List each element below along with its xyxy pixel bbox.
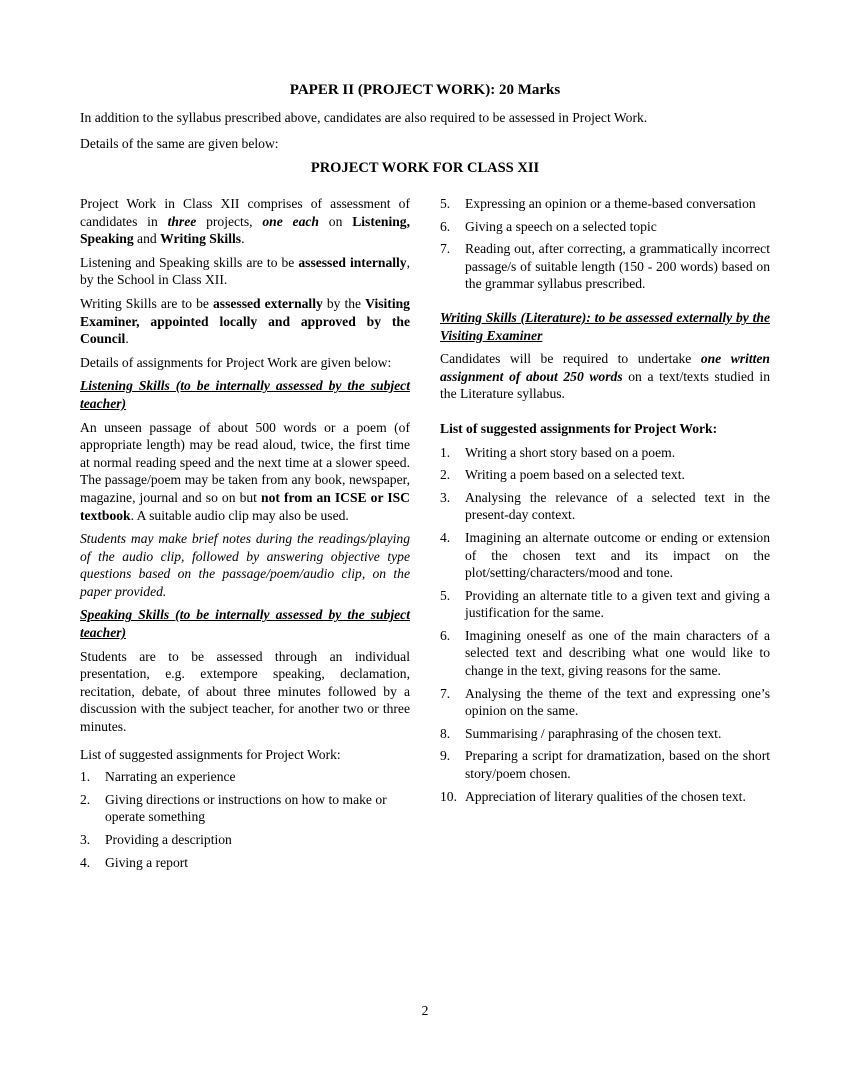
writing-assignments-list (440, 444, 770, 806)
list-item: 3. Analysing the relevance of a selected text in the present-day context. (440, 489, 770, 523)
list-item: 8. Summarising / paraphrasing of the chosen text. (440, 725, 722, 741)
page-number: 2 (421, 1003, 429, 1018)
list-item: 9. Preparing a script for dramatization, based on the short story/poem chosen. (440, 748, 770, 782)
list-item: 3. Providing a description (80, 832, 232, 847)
listening-skills-heading: Listening Skills (to be internally assessed by the subject teacher) (80, 378, 410, 411)
list-item: 5. Expressing an opinion or a theme-based conversation (440, 196, 756, 211)
external-assessment-paragraph: Writing Skills are to be assessed externally by the Visiting Examiner, appointed locally and approved by the Council. (80, 295, 410, 347)
list-item: 6. Giving a speech on a selected topic (440, 218, 657, 234)
intro-paragraph: In addition to the syllabus prescribed above, candidates are also required to be assessed in Project Work. (80, 110, 648, 125)
speaking-skills-paragraph: Students are to be assessed through an individual presentation, e.g. extempore speaking, declamation, recitation, debate, of about three minutes followed by a discussion with the subject teacher, for another two or three minutes. (80, 648, 410, 735)
writing-skills-paragraph: Candidates will be required to undertake one written assignment of about 250 words on a text/texts studied in the Literature syllabus. (440, 351, 770, 402)
list-item: 2. Giving directions or instructions on how to make or operate something (80, 791, 387, 825)
speaking-assignments-list (80, 768, 410, 871)
internal-assessment-paragraph: Listening and Speaking skills are to be assessed internally, by the School in Class XII. (80, 254, 411, 288)
list-item: 10. Appreciation of literary qualities of the chosen text. (440, 788, 746, 804)
page-title: PAPER II (PROJECT WORK): 20 Marks (289, 82, 561, 98)
suggested-assignments-intro: List of suggested assignments for Project Work: (80, 746, 341, 762)
list-item: 4. Imagining an alternate outcome or ending or extension of the chosen text and its impact on the plot/setting/characters/mood and tone. (440, 529, 770, 581)
list-item: 6. Imagining oneself as one of the main characters of a selected text and describing what one would like to change in the text, giving reasons for the same. (440, 627, 770, 679)
writing-assignments-heading: List of suggested assignments for Project Work: (440, 420, 718, 436)
list-item: 1. Narrating an experience (80, 769, 236, 785)
speaking-skills-heading: Speaking Skills (to be internally assessed by the subject teacher) (80, 607, 410, 641)
listening-skills-note: Students may make brief notes during the readings/playing of the audio clip, followed by answering objective type questions based on the passage/poem/audio clip, on the paper provided. (80, 531, 410, 599)
list-item: 7. Analysing the theme of the text and expressing one’s opinion on the same. (440, 685, 770, 719)
left-column (80, 195, 410, 876)
list-item: 2. Writing a poem based on a selected text. (440, 467, 685, 483)
project-overview-paragraph: Project Work in Class XII comprises of assessment of candidates in three projects, one each on Listening, Speaking and Writing Skills. (80, 196, 411, 247)
writing-skills-heading: Writing Skills (Literature): to be assessed externally by the Visiting Examiner (440, 309, 770, 343)
listening-skills-paragraph: An unseen passage of about 500 words or a poem (of appropriate length) may be read aloud, twice, the first time at normal reading speed and the next time at a slower speed. The passage/poem may be taken from any book, newspaper, magazine, journal and so on but not from an ICSE or ISC textbook. A suitable audio clip may also be used. (80, 419, 410, 523)
assignments-intro-paragraph: Details of assignments for Project Work are given below: (80, 354, 392, 370)
section-title: PROJECT WORK FOR CLASS XII (310, 160, 540, 176)
right-column (440, 195, 770, 810)
list-item: 4. Giving a report (80, 854, 189, 870)
list-item: 7. Reading out, after correcting, a grammatically incorrect passage/s of suitable length (150 - 200 words) based on the grammar syllabus prescribed. (440, 241, 770, 292)
list-item: 1. Writing a short story based on a poem. (440, 444, 676, 460)
list-item: 5. Providing an alternate title to a given text and giving a justification for the same. (440, 587, 770, 621)
intro-details-line: Details of the same are given below: (80, 136, 279, 151)
speaking-assignments-continued-list (440, 195, 770, 293)
